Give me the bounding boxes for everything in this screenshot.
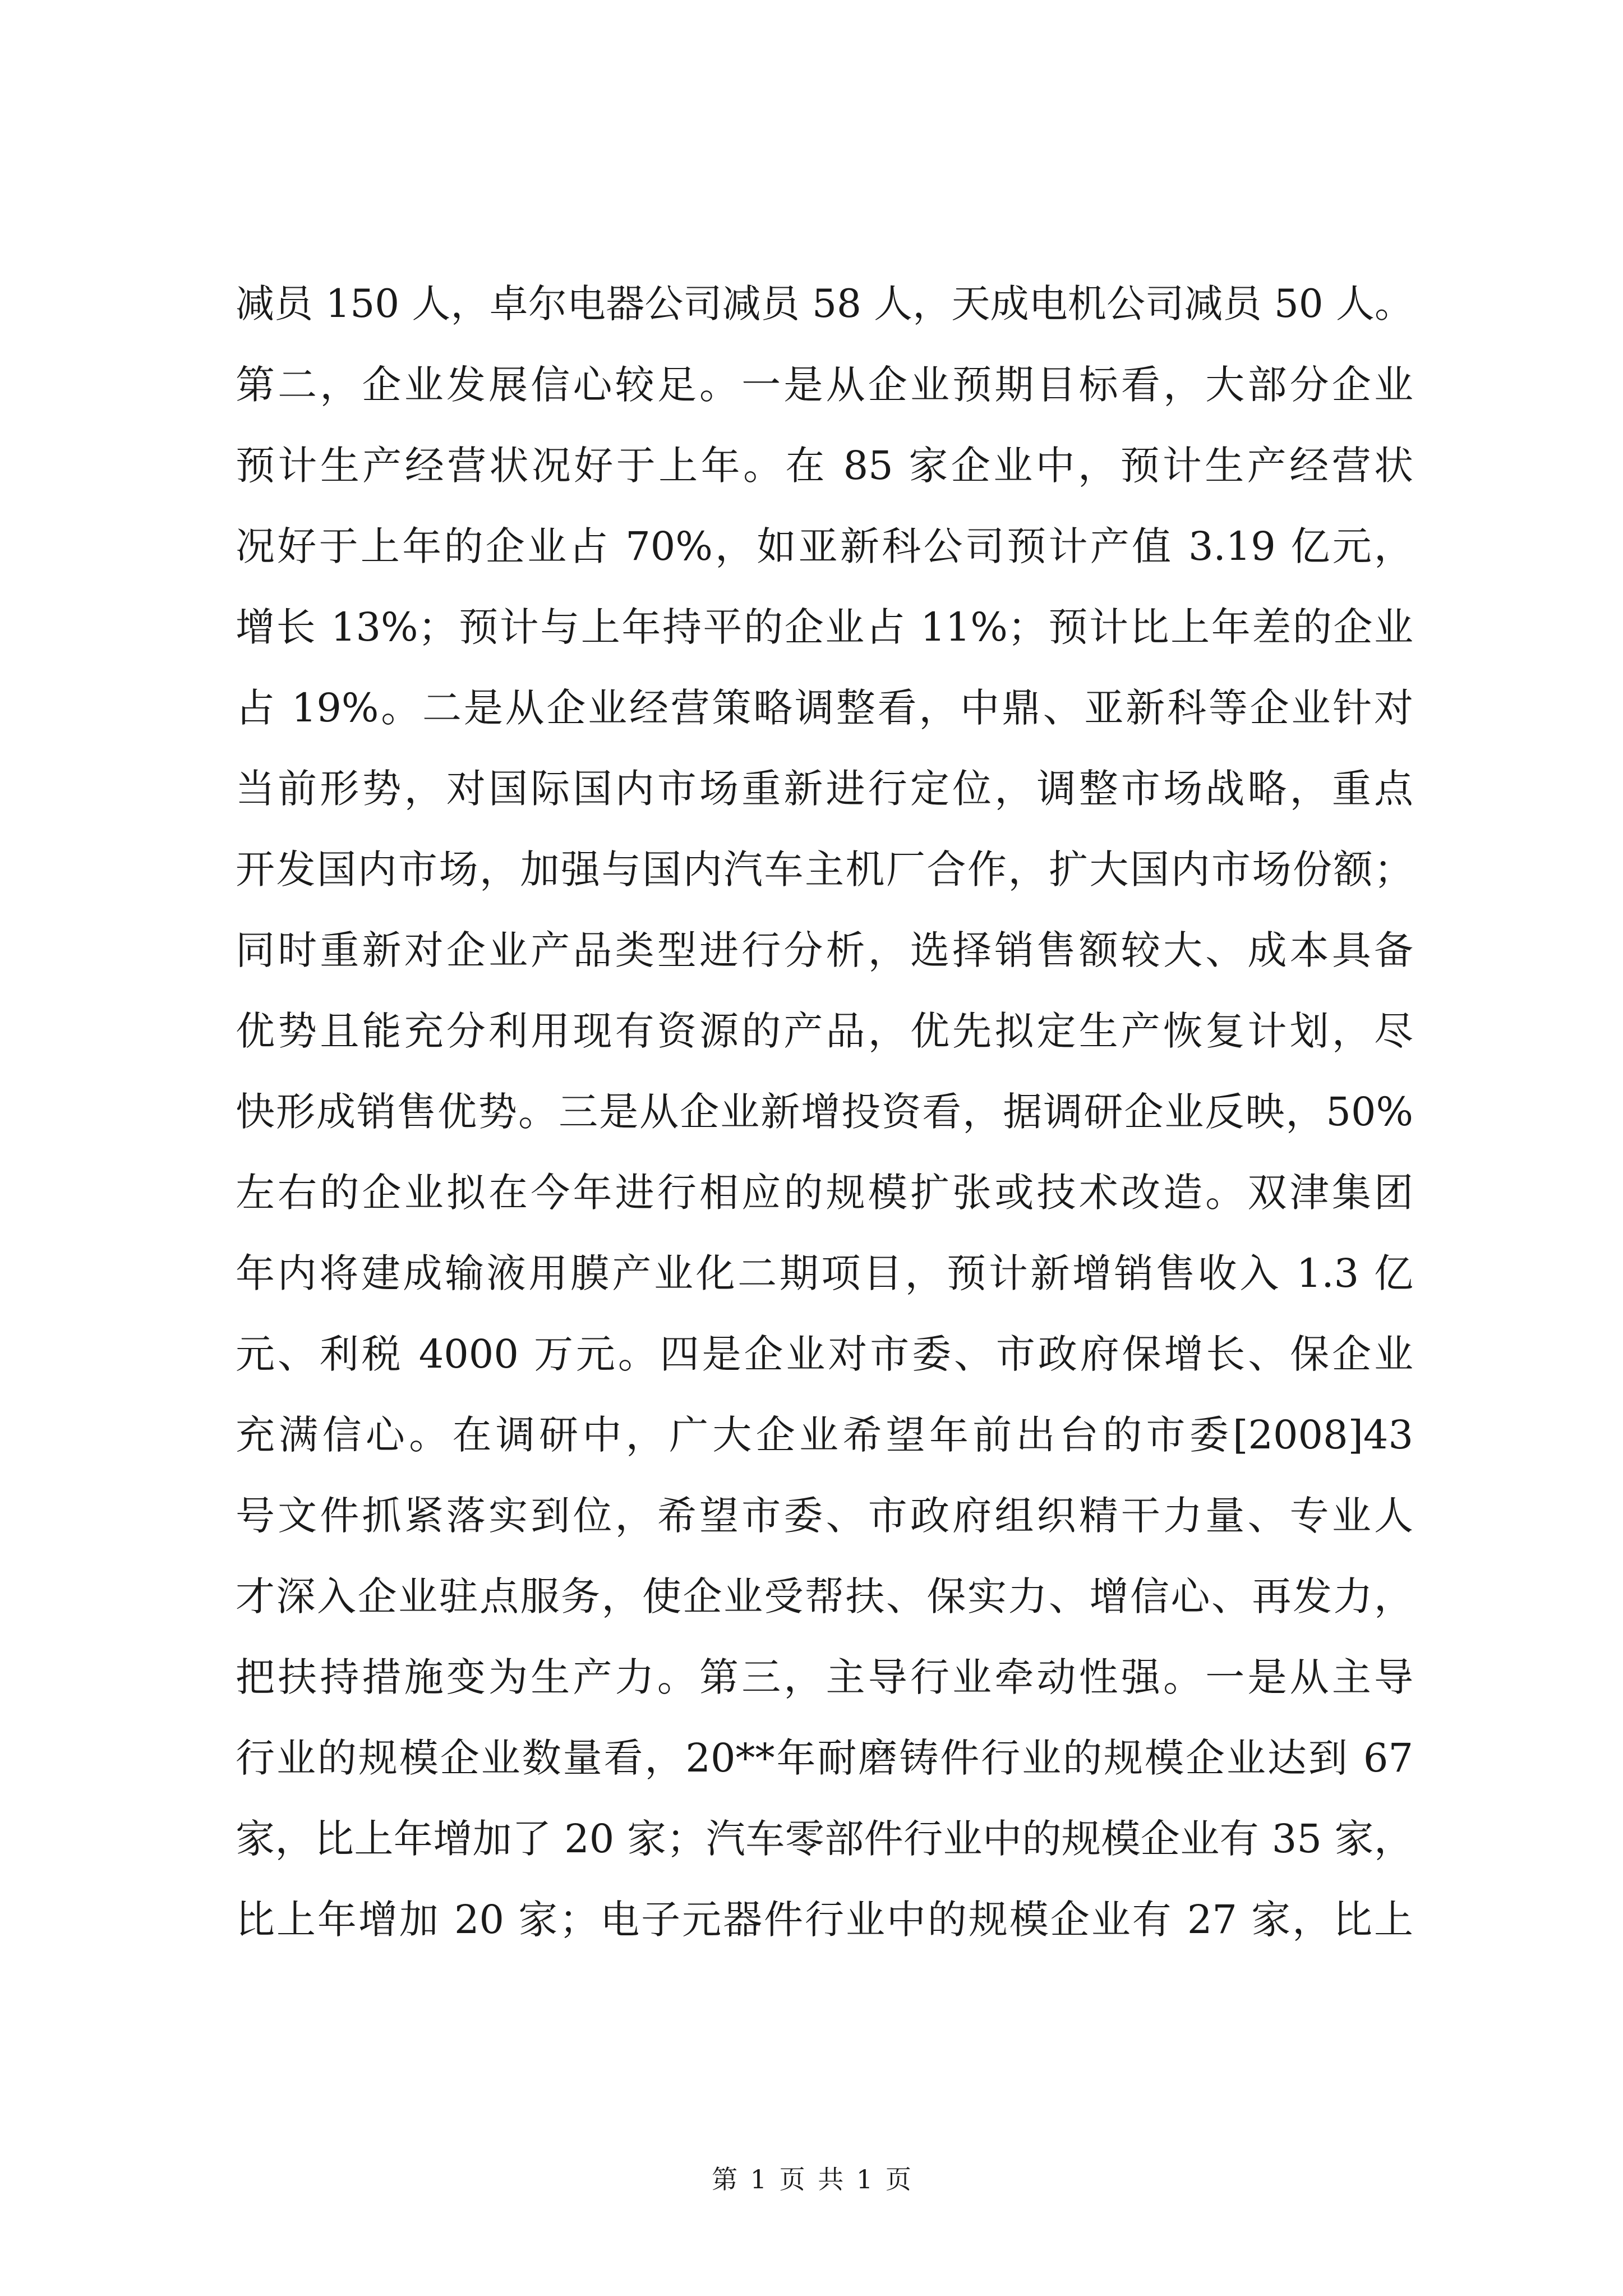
text-line: 占 19%。二是从企业经营策略调整看，中鼎、亚新科等企业针对 <box>236 685 1413 731</box>
text-line: 预计生产经营状况好于上年。在 85 家企业中，预计生产经营状 <box>236 443 1413 489</box>
text-line: 充满信心。在调研中，广大企业希望年前出台的市委[2008]43 <box>236 1412 1413 1458</box>
text-line: 才深入企业驻点服务，使企业受帮扶、保实力、增信心、再发力， <box>236 1573 1413 1619</box>
text-line: 把扶持措施变为生产力。第三，主导行业牵动性强。一是从主导 <box>236 1654 1413 1700</box>
text-line: 优势且能充分利用现有资源的产品，优先拟定生产恢复计划，尽 <box>236 1008 1413 1054</box>
text-line: 比上年增加 20 家；电子元器件行业中的规模企业有 27 家，比上 <box>236 1897 1413 1943</box>
text-line: 况好于上年的企业占 70%，如亚新科公司预计产值 3.19 亿元， <box>236 523 1413 569</box>
text-line: 号文件抓紧落实到位，希望市委、市政府组织精干力量、专业人 <box>236 1493 1413 1539</box>
text-line: 快形成销售优势。三是从企业新增投资看，据调研企业反映，50% <box>236 1089 1413 1135</box>
text-line: 元、利税 4000 万元。四是企业对市委、市政府保增长、保企业 <box>236 1331 1413 1377</box>
text-line: 左右的企业拟在今年进行相应的规模扩张或技术改造。双津集团 <box>236 1170 1413 1216</box>
text-line: 家，比上年增加了 20 家；汽车零部件行业中的规模企业有 35 家， <box>236 1816 1413 1862</box>
text-line: 减员 150 人，卓尔电器公司减员 58 人，天成电机公司减员 50 人。 <box>236 282 1413 326</box>
text-line: 增长 13%；预计与上年持平的企业占 11%；预计比上年差的企业 <box>236 604 1413 650</box>
page-footer <box>0 2162 1623 2196</box>
text-line: 年内将建成输液用膜产业化二期项目，预计新增销售收入 1.3 亿 <box>236 1250 1413 1296</box>
document-body <box>236 264 1413 1960</box>
text-line: 第二，企业发展信心较足。一是从企业预期目标看，大部分企业 <box>236 362 1413 408</box>
page-number-label: 第 1 页 共 1 页 <box>712 2164 911 2194</box>
text-line: 当前形势，对国际国内市场重新进行定位，调整市场战略，重点 <box>236 766 1413 812</box>
text-line: 开发国内市场，加强与国内汽车主机厂合作，扩大国内市场份额； <box>236 846 1413 892</box>
text-line: 同时重新对企业产品类型进行分析，选择销售额较大、成本具备 <box>236 927 1413 973</box>
text-line: 行业的规模企业数量看，20**年耐磨铸件行业的规模企业达到 67 <box>236 1735 1413 1781</box>
